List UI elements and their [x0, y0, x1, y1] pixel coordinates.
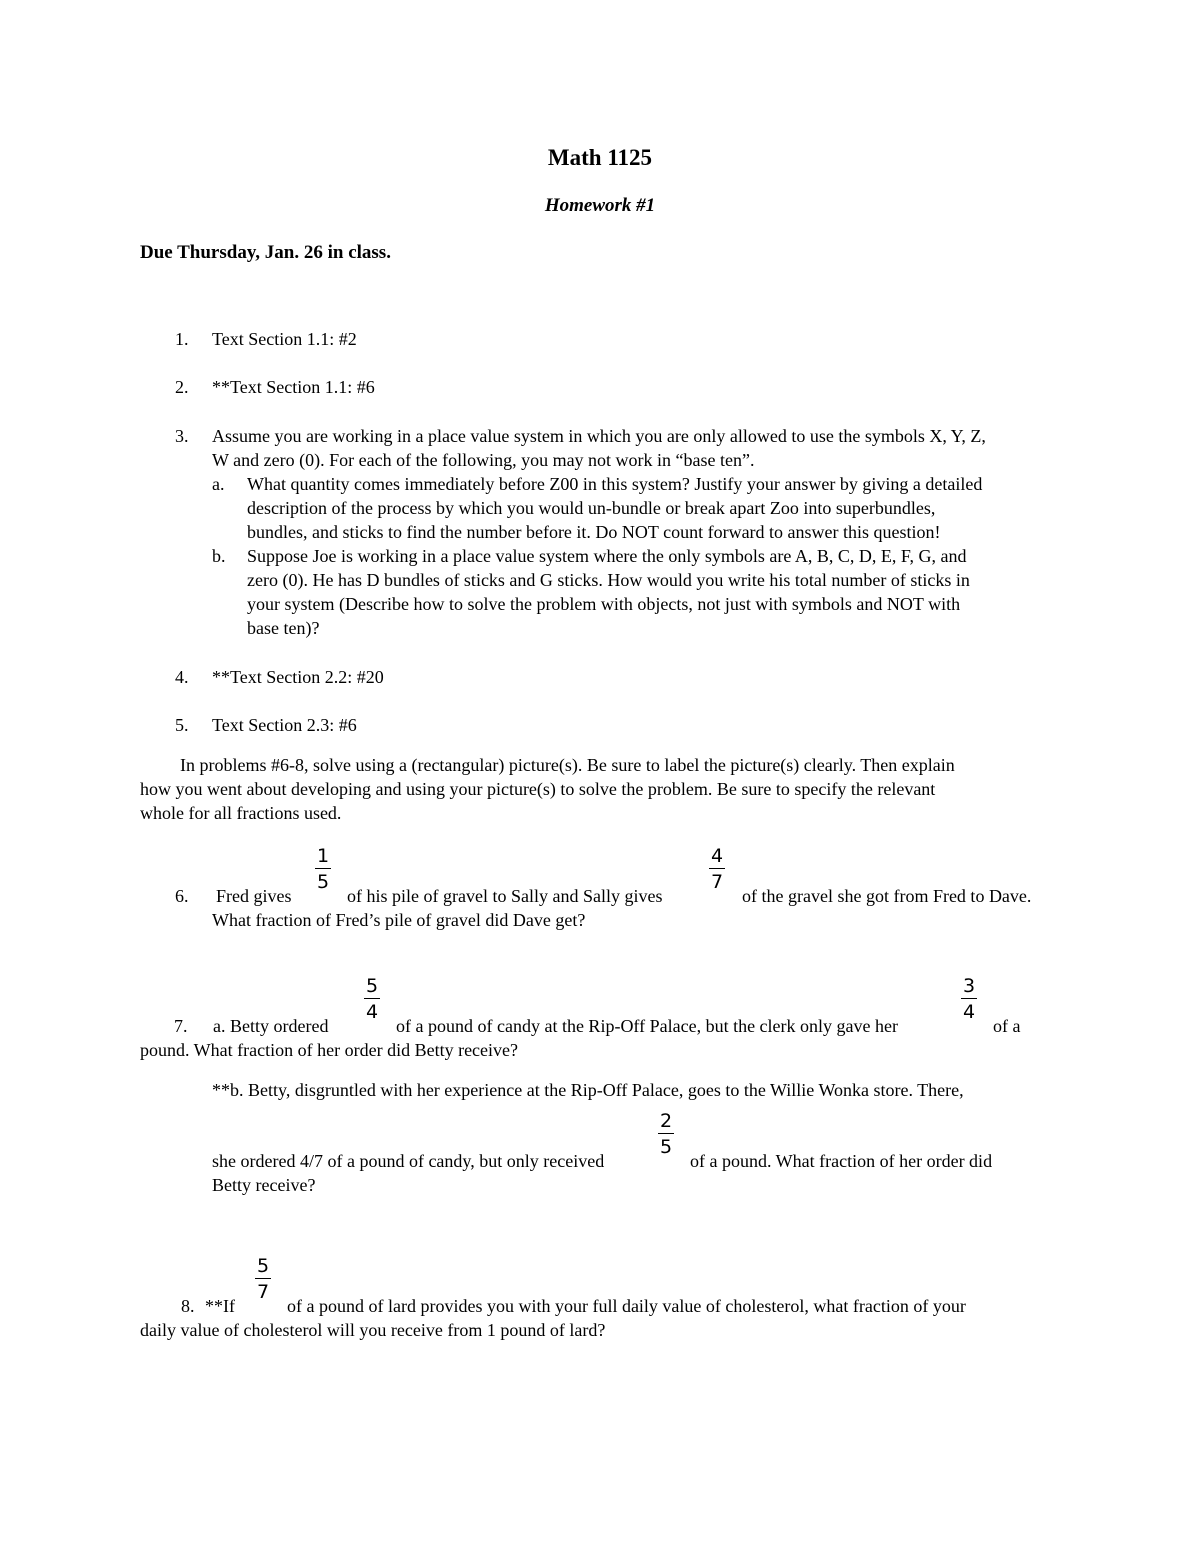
problem-7b-text: she ordered 4/7 of a pound of candy, but only received	[212, 1151, 605, 1171]
problem-7-text: of a pound of candy at the Rip-Off Palace, but the clerk only gave her	[396, 1016, 898, 1036]
fraction-denominator: 4	[962, 1001, 976, 1023]
item-1-text: Text Section 1.1: #2	[212, 329, 357, 349]
fraction-numerator: 3	[962, 975, 976, 997]
fraction-denominator: 7	[710, 871, 724, 893]
due-date: Due Thursday, Jan. 26 in class.	[140, 242, 391, 263]
item-3b-line: your system (Describe how to solve the problem with objects, not just with symbols and NOT with	[247, 594, 961, 614]
problem-6-text: Fred gives	[216, 886, 292, 906]
item-4-text: **Text Section 2.2: #20	[212, 667, 384, 687]
item-3b-line: zero (0). He has D bundles of sticks and G sticks. How would you write his total number of sticks in	[247, 570, 970, 590]
item-2-number: 2.	[175, 377, 189, 397]
problem-8-number: 8.	[181, 1296, 195, 1316]
fraction	[655, 1110, 677, 1159]
problem-7-text: of a	[993, 1016, 1021, 1036]
fraction-numerator: 5	[365, 975, 379, 997]
fraction	[706, 845, 728, 894]
item-5-text: Text Section 2.3: #6	[212, 715, 357, 735]
fraction-denominator: 7	[256, 1281, 270, 1303]
item-4-number: 4.	[175, 667, 189, 687]
item-2-text: **Text Section 1.1: #6	[212, 377, 375, 397]
item-3a-label: a.	[212, 474, 225, 494]
problem-7-text: a. Betty ordered	[213, 1016, 329, 1036]
fraction-numerator: 5	[256, 1255, 270, 1277]
fraction-denominator: 4	[365, 1001, 379, 1023]
fraction-numerator: 1	[316, 845, 330, 867]
item-3a-line: What quantity comes immediately before Z00 in this system? Justify your answer by giving a detailed	[247, 474, 983, 494]
problem-6-number: 6.	[175, 886, 189, 906]
page-title: Math 1125	[547, 145, 653, 170]
item-3a-line: description of the process by which you would un-bundle or break apart Zoo into superbundles,	[247, 498, 936, 518]
problem-7-text: pound. What fraction of her order did Betty receive?	[140, 1040, 519, 1060]
item-1-number: 1.	[175, 329, 189, 349]
fraction-numerator: 2	[659, 1110, 673, 1132]
item-3a-line: bundles, and sticks to find the number before it. Do NOT count forward to answer this question!	[247, 522, 941, 542]
item-5-number: 5.	[175, 715, 189, 735]
problem-8-text: daily value of cholesterol will you receive from 1 pound of lard?	[140, 1320, 606, 1340]
fraction-denominator: 5	[659, 1136, 673, 1158]
fraction	[252, 1255, 274, 1304]
instructions-line: whole for all fractions used.	[140, 803, 342, 823]
problem-6-text: of the gravel she got from Fred to Dave.	[742, 886, 1032, 906]
problem-7b-text: Betty receive?	[212, 1175, 316, 1195]
item-3b-label: b.	[212, 546, 226, 566]
fraction-numerator: 4	[710, 845, 724, 867]
item-3-line: W and zero (0). For each of the following, you may not work in “base ten”.	[212, 450, 755, 470]
page-subtitle: Homework #1	[544, 195, 656, 216]
problem-7b-text: of a pound. What fraction of her order did	[690, 1151, 993, 1171]
item-3b-line: Suppose Joe is working in a place value system where the only symbols are A, B, C, D, E, F, G, and	[247, 546, 967, 566]
instructions-line: In problems #6-8, solve using a (rectangular) picture(s). Be sure to label the picture(s) clearly. Then explain	[180, 755, 955, 775]
problem-7b-text: **b. Betty, disgruntled with her experience at the Rip-Off Palace, goes to the Willie Wonka store. There,	[212, 1080, 964, 1100]
problem-6-text: What fraction of Fred’s pile of gravel did Dave get?	[212, 910, 586, 930]
fraction	[958, 975, 980, 1024]
problem-6-text: of his pile of gravel to Sally and Sally gives	[347, 886, 663, 906]
item-3b-line: base ten)?	[247, 618, 320, 638]
item-3-number: 3.	[175, 426, 189, 446]
fraction-denominator: 5	[316, 871, 330, 893]
fraction	[361, 975, 383, 1024]
problem-7-number: 7.	[174, 1016, 188, 1036]
fraction	[312, 845, 334, 894]
problem-8-text: of a pound of lard provides you with your full daily value of cholesterol, what fraction of your	[287, 1296, 966, 1316]
problem-8-text: **If	[205, 1296, 235, 1316]
instructions-line: how you went about developing and using your picture(s) to solve the problem. Be sure to specify the relevant	[140, 779, 936, 799]
item-3-line: Assume you are working in a place value system in which you are only allowed to use the symbols X, Y, Z,	[212, 426, 986, 446]
